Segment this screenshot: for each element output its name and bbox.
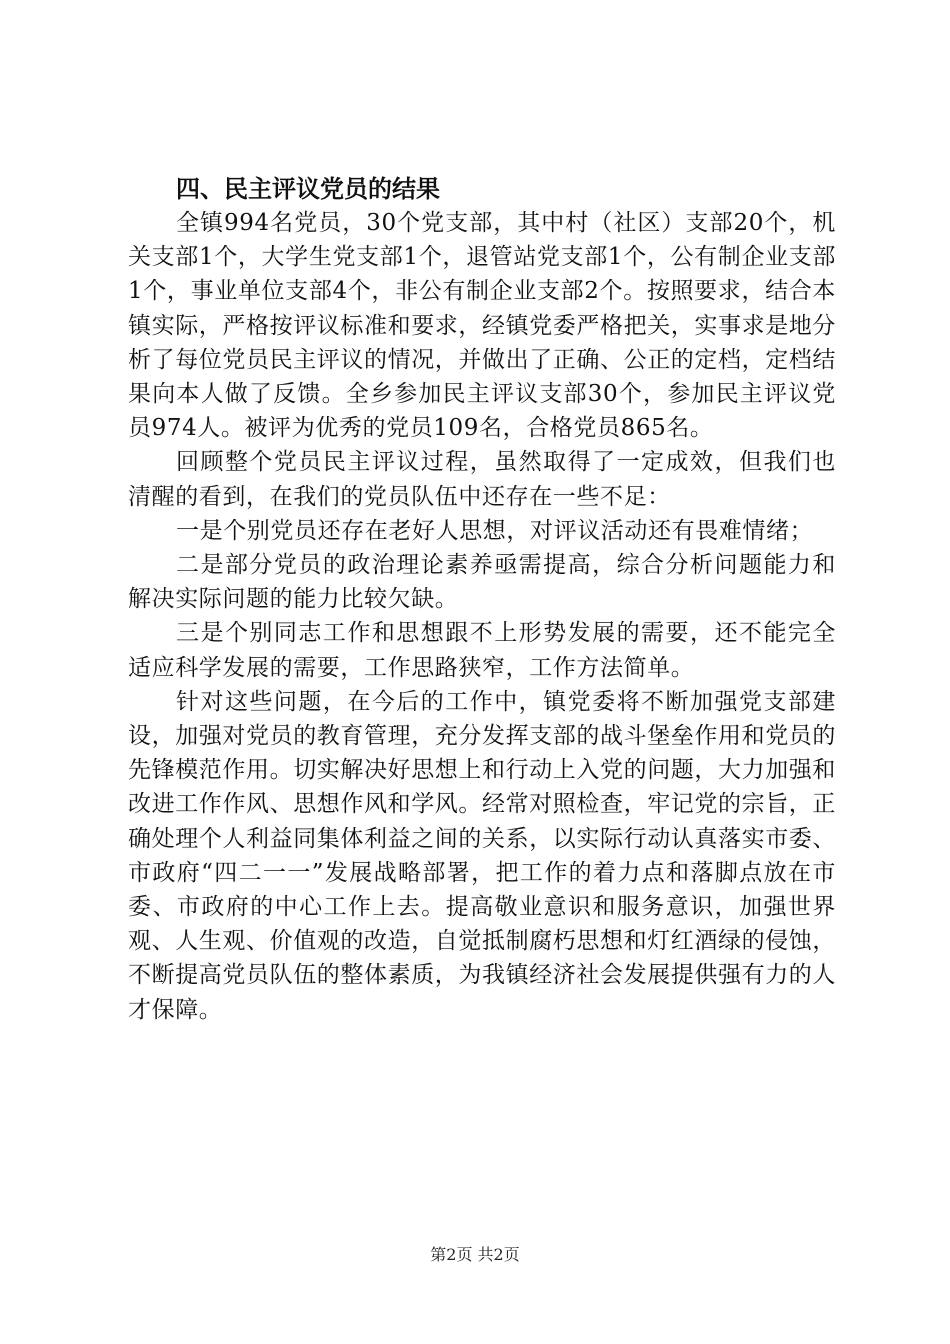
section-heading: 四、民主评议党员的结果 [176,175,440,203]
paragraph-issue-2: 二是部分党员的政治理论素养亟需提高，综合分析问题能力和解决实际问题的能力比较欠缺。 [128,552,836,613]
paragraph-measures: 针对这些问题，在今后的工作中，镇党委将不断加强党支部建设，加强对党员的教育管理，充分发挥支部的战斗堡垒作用和党员的先锋模范作用。切实解决好思想上和行动上入党的问题，大力加强和改进工作作风、思想作风和学风。经常对照检查，牢记党的宗旨，正确处理个人利益同集体利益之间的关系，以实际行动认真落实市委、市政府“四二一一”发展战略部署，把工作的着力点和落脚点放在市委、市政府的中心工作上去。提高敬业意识和服务意识，加强世界观、人生观、价值观的改造，自觉抵制腐朽思想和灯红酒绿的侵蚀，不断提高党员队伍的整体素质，为我镇经济社会发展提供强有力的人才保障。 [128,688,836,1023]
page-footer: 第2页 共2页 [430,1245,520,1264]
paragraph-review: 回顾整个党员民主评议过程，虽然取得了一定成效，但我们也清醒的看到，在我们的党员队伍中还存在一些不足： [128,449,836,510]
document-body [128,172,836,1027]
paragraph-issue-1: 一是个别党员还存在老好人思想，对评议活动还有畏难情绪； [176,517,814,544]
paragraph-results: 全镇994名党员，30个党支部，其中村（社区）支部20个，机关支部1个，大学生党支部1个，退管站党支部1个，公有制企业支部1个，事业单位支部4个，非公有制企业支部2个。按照要求，结合本镇实际，严格按评议标准和要求，经镇党委严格把关，实事求是地分析了每位党员民主评议的情况，并做出了正确、公正的定档，定档结果向本人做了反馈。全乡参加民主评议支部30个，参加民主评议党员974人。被评为优秀的党员109名，合格党员865名。 [128,210,836,442]
paragraph-issue-3: 三是个别同志工作和思想跟不上形势发展的需要，还不能完全适应科学发展的需要，工作思路狭窄，工作方法简单。 [128,620,836,681]
